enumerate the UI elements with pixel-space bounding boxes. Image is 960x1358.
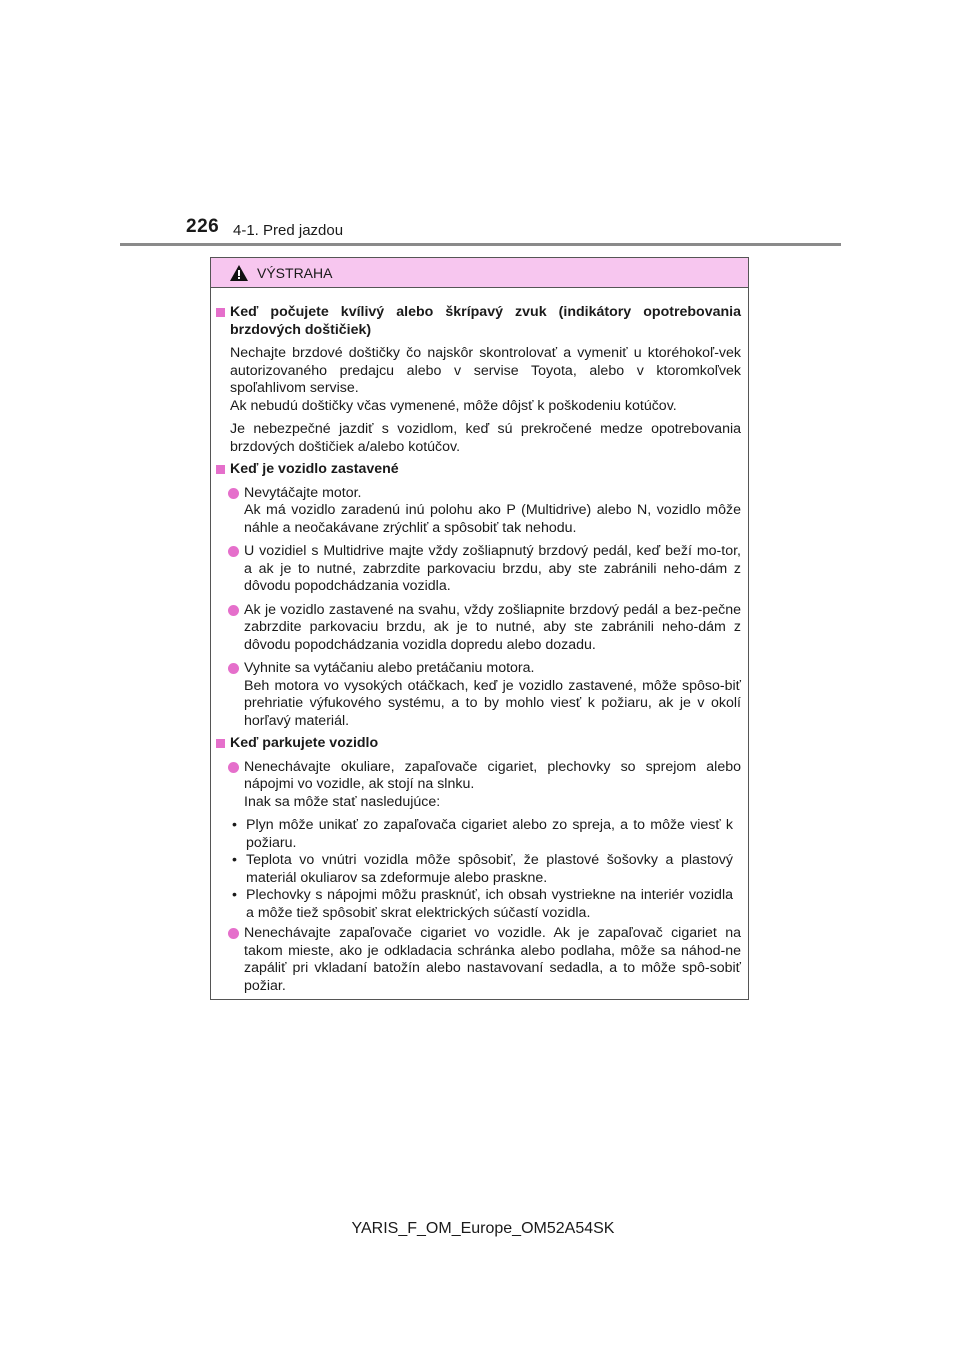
bullet-content bbox=[244, 660, 741, 730]
section-marker bbox=[216, 739, 225, 748]
sub-item bbox=[232, 887, 741, 922]
section-heading bbox=[216, 461, 741, 479]
bullet-line: Vyhnite sa vytáčaniu alebo pretáčaniu motora. bbox=[244, 660, 535, 676]
bullet-item bbox=[228, 660, 741, 730]
bullet-content bbox=[244, 925, 741, 995]
paragraph-line: Je nebezpečné jazdiť s vozidlom, keď sú prekročené medze opotrebovania brzdových doštičiek a/alebo kotúčov. bbox=[230, 421, 741, 455]
paragraph bbox=[230, 345, 741, 415]
bullet-line: Nevytáčajte motor. bbox=[244, 484, 362, 501]
section-marker bbox=[216, 465, 225, 474]
paragraph bbox=[230, 421, 741, 456]
section-heading-text: Keď počujete kvílivý alebo škrípavý zvuk (indikátory opotrebovania brzdových doštičiek) bbox=[230, 304, 741, 338]
sub-item-marker: • bbox=[232, 852, 237, 868]
bullet-line: Nenechávajte okuliare, zapaľovače cigariet, plechovky so sprejom alebo nápojmi vo vozidle, ak stojí na slnku. bbox=[244, 758, 741, 792]
sub-item-text: Plyn môže unikať zo zapaľovača cigariet alebo zo spreja, a to môže viesť k požiaru. bbox=[246, 817, 733, 851]
warning-body bbox=[211, 288, 748, 995]
header-rule bbox=[120, 243, 841, 246]
bullet-line: Inak sa môže stať nasledujúce: bbox=[244, 793, 441, 810]
section-heading bbox=[216, 735, 741, 753]
document-footer: YARIS_F_OM_Europe_OM52A54SK bbox=[351, 1220, 615, 1237]
sub-item-marker: • bbox=[232, 887, 237, 903]
page-number: 226 bbox=[186, 216, 220, 237]
warning-title: VÝSTRAHA bbox=[257, 264, 333, 281]
paragraph-line: Nechajte brzdové doštičky čo najskôr skontrolovať a vymeniť u ktoréhokoľ-vek autorizovaného predajcu alebo v servise Toyota, alebo v ktoromkoľvek spoľahlivom servise. bbox=[230, 345, 741, 396]
bullet-dot bbox=[228, 663, 239, 674]
sub-item-text: Plechovky s nápojmi môžu prasknúť, ich obsah vystriekne na interiér vozidla a môže tiež spôsobiť skrat elektrických súčastí vozidla. bbox=[246, 887, 733, 921]
section-heading-text: Keď je vozidlo zastavené bbox=[230, 461, 399, 477]
sub-list bbox=[232, 817, 741, 922]
sub-item-text: Teplota vo vnútri vozidla môže spôsobiť, že plastové šošovky a plastový materiál okuliarov sa zdeformuje alebo praskne. bbox=[246, 852, 733, 886]
bullet-dot bbox=[228, 605, 239, 616]
section-heading bbox=[216, 304, 741, 339]
bullet-item bbox=[228, 602, 741, 655]
bullet-content bbox=[244, 759, 741, 812]
bullet-dot bbox=[228, 762, 239, 773]
bullet-dot bbox=[228, 928, 239, 939]
bullet-dot bbox=[228, 488, 239, 499]
bullet-item bbox=[228, 543, 741, 596]
sub-item-marker: • bbox=[232, 817, 237, 833]
bullet-dot bbox=[228, 546, 239, 557]
warning-box bbox=[210, 257, 749, 1000]
warning-header bbox=[211, 258, 748, 288]
section-title: 4-1. Pred jazdou bbox=[233, 222, 344, 239]
bullet-content bbox=[244, 543, 741, 596]
warning-triangle-icon bbox=[229, 264, 249, 282]
bullet-line: Nenechávajte zapaľovače cigariet vo vozidle. Ak je zapaľovač cigariet na takom mieste, ako je odkladacia schránka alebo podlaha, môže sa náhod-ne zapáliť pri vkladaní batožín alebo nastavovaní sedadla, a to môže spô-sobiť požiar. bbox=[244, 925, 741, 994]
bullet-item bbox=[228, 485, 741, 538]
section-heading-text: Keď parkujete vozidlo bbox=[230, 735, 379, 751]
bullet-line: U vozidiel s Multidrive majte vždy zošliapnutý brzdový pedál, keď beží mo-tor, a ak je to nutné, zabrzdite parkovaciu brzdu, aby ste zabránili neho-dám z dôvodu popodchádzania vozidla. bbox=[244, 543, 741, 594]
bullet-line: Ak má vozidlo zaradenú inú polohu ako P (Multidrive) alebo N, vozidlo môže náhle a neočakávane zrýchliť a spôsobiť tak nehodu. bbox=[244, 502, 741, 536]
paragraph-line: Ak nebudú doštičky včas vymenené, môže dôjsť k poškodeniu kotúčov. bbox=[230, 397, 677, 414]
bullet-content bbox=[244, 602, 741, 655]
section-marker bbox=[216, 308, 225, 317]
bullet-content bbox=[244, 485, 741, 538]
bullet-item bbox=[228, 759, 741, 812]
sub-item bbox=[232, 817, 741, 852]
bullet-line: Beh motora vo vysokých otáčkach, keď je vozidlo zastavené, môže spôso-biť prehriatie výfukového systému, a to by mohlo viesť k požiaru, ak je v okolí horľavý materiál. bbox=[244, 677, 741, 729]
bullet-item bbox=[228, 925, 741, 995]
sub-item bbox=[232, 852, 741, 887]
bullet-line: Ak je vozidlo zastavené na svahu, vždy zošliapnite brzdový pedál a bez-pečne zabrzdite parkovaciu brzdu, ak je to nutné, aby ste zabránili neho-dám z dôvodu popodchádzania vozidla dopredu alebo dozadu. bbox=[244, 601, 741, 653]
